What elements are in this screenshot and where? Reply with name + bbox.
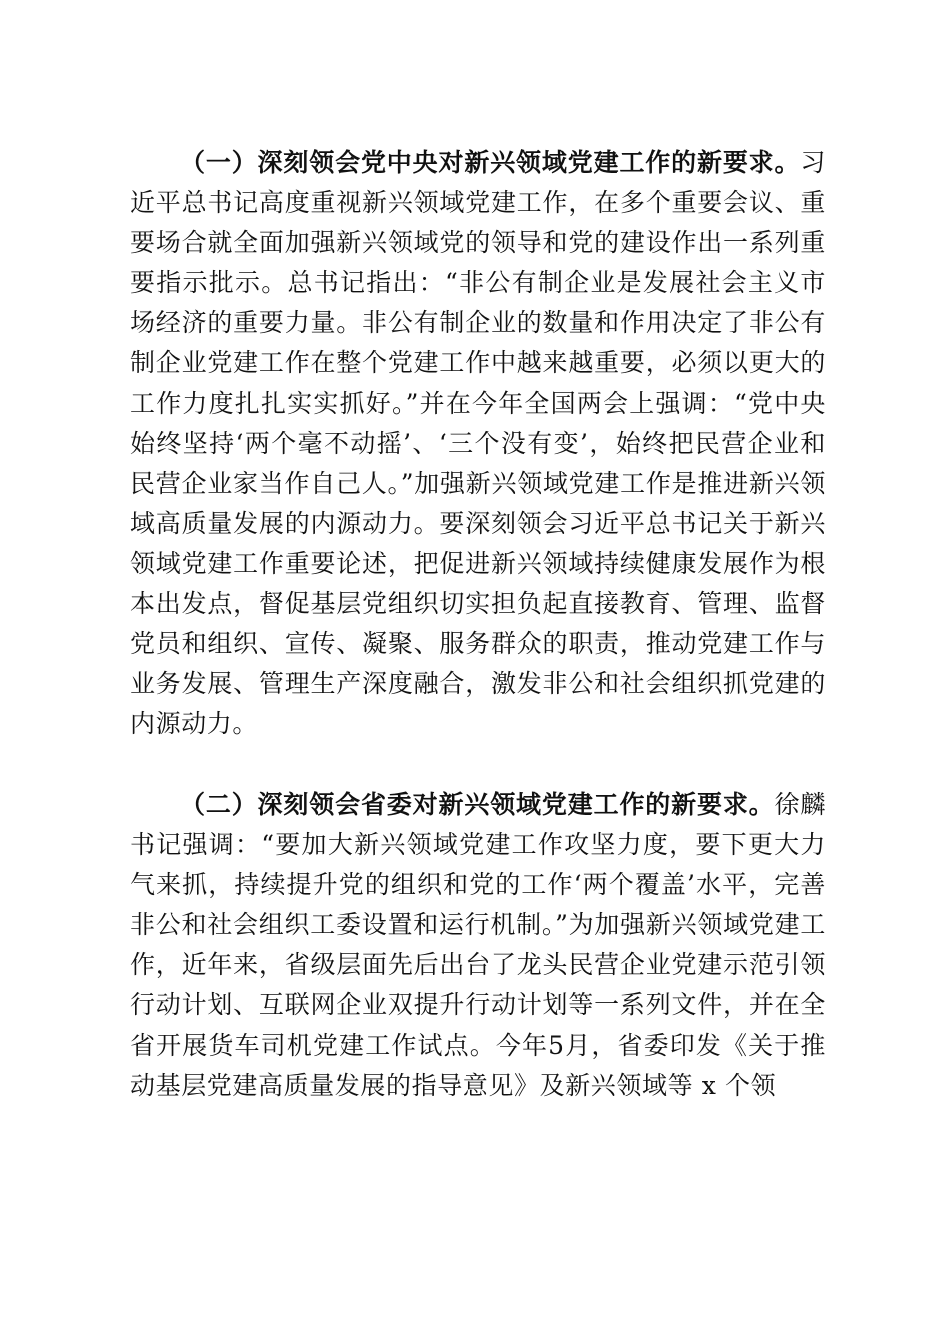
paragraph-1-body: 习近平总书记高度重视新兴领域党建工作，在多个重要会议、重要场合就全面加强新兴领域党的领导和党的建设作出一系列重要指示批示。总书记指出：“非公有制企业是发展社会主义市场经济的重要力量。非公有制企业的数量和作用决定了非公有制企业党建工作在整个党建工作中越来越重要，必须以更大的工作力度扎扎实实抓好。”并在今年全国两会上强调：“党中央始终坚持‘两个毫不动摇’、‘三个没有变’，始终把民营企业和民营企业家当作自己人。”加强新兴领域党建工作是推进新兴领域高质量发展的内源动力。要深刻领会习近平总书记关于新兴领域党建工作重要论述，把促进新兴领域持续健康发展作为根本出发点，督促基层党组织切实担负起直接教育、管理、监督党员和组织、宣传、凝聚、服务群众的职责，推动党建工作与业务发展、管理生产深度融合，激发非公和社会组织抓党建的内源动力。 <box>130 148 826 739</box>
paragraph-1 <box>130 143 826 744</box>
paragraph-2-body: 徐麟书记强调：“要加大新兴领域党建工作攻坚力度，要下更大力气来抓，持续提升党的组织和党的工作‘两个覆盖’水平，完善非公和社会组织工委设置和运行机制。”为加强新兴领域党建工作，近年来，省级层面先后出台了龙头民营企业党建示范引领行动计划、互联网企业双提升行动计划等一系列文件，并在全省开展货车司机党建工作试点。今年5月，省委印发《关于推动基层党建高质量发展的指导意见》及新兴领域等 x 个领 <box>130 790 826 1100</box>
paragraph-2-heading: （二）深刻领会省委对新兴领域党建工作的新要求。 <box>180 790 775 819</box>
paragraph-1-heading: （一）深刻领会党中央对新兴领域党建工作的新要求。 <box>180 148 801 177</box>
paragraph-2 <box>130 785 826 1106</box>
